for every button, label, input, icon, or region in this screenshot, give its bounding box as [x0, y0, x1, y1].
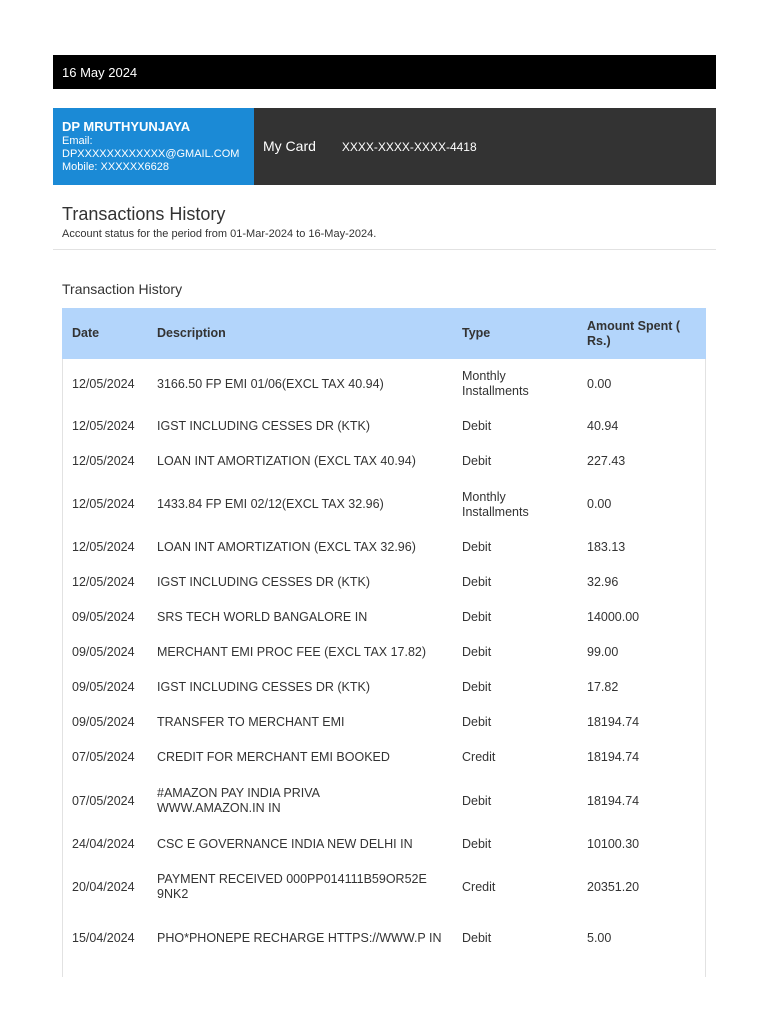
row-description: CSC E GOVERNANCE INDIA NEW DELHI IN	[157, 837, 413, 851]
row-date: 09/05/2024	[72, 680, 135, 694]
account-card-bar	[53, 108, 716, 185]
row-description: SRS TECH WORLD BANGALORE IN	[157, 610, 368, 624]
section-divider	[53, 249, 716, 250]
table-header-row	[62, 308, 706, 359]
table-row	[62, 444, 706, 479]
table-row	[62, 705, 706, 740]
row-description: 3166.50 FP EMI 01/06(EXCL TAX 40.94)	[157, 376, 384, 391]
row-description: LOAN INT AMORTIZATION (EXCL TAX 32.96)	[157, 540, 416, 554]
account-holder-name: DP MRUTHYUNJAYA	[62, 119, 191, 134]
row-amount: 227.43	[587, 454, 626, 468]
table-row	[62, 530, 706, 565]
row-amount: 18194.74	[587, 715, 640, 729]
row-amount: 20351.20	[587, 879, 640, 894]
row-description: IGST INCLUDING CESSES DR (KTK)	[157, 680, 370, 694]
row-date: 20/04/2024	[72, 879, 135, 894]
row-amount: 183.13	[587, 540, 626, 554]
row-date: 07/05/2024	[72, 750, 135, 764]
table-row	[62, 912, 706, 964]
row-type: Monthly Installments	[462, 369, 529, 398]
transactions-table	[62, 308, 706, 964]
row-date: 24/04/2024	[72, 837, 135, 851]
row-amount: 0.00	[587, 497, 612, 511]
account-mobile: Mobile: XXXXXX6628	[62, 161, 170, 173]
row-date: 12/05/2024	[72, 540, 135, 554]
header-type: Type	[462, 326, 491, 340]
table-row	[62, 862, 706, 912]
row-date: 12/05/2024	[72, 497, 135, 511]
row-description: CREDIT FOR MERCHANT EMI BOOKED	[157, 750, 390, 764]
header-description: Description	[157, 326, 226, 340]
row-amount: 10100.30	[587, 837, 640, 851]
row-description: IGST INCLUDING CESSES DR (KTK)	[157, 419, 370, 433]
account-holder-box	[53, 108, 254, 185]
row-type: Debit	[462, 575, 492, 589]
row-date: 09/05/2024	[72, 715, 135, 729]
table-row	[62, 359, 706, 409]
email-label: Email:	[62, 135, 93, 147]
table-row	[62, 479, 706, 530]
row-description: TRANSFER TO MERCHANT EMI	[157, 715, 345, 729]
row-type: Credit	[462, 879, 496, 894]
row-type: Debit	[462, 680, 492, 694]
statement-date: 16 May 2024	[62, 64, 138, 80]
row-description: IGST INCLUDING CESSES DR (KTK)	[157, 575, 370, 589]
card-number: XXXX-XXXX-XXXX-4418	[341, 140, 477, 154]
row-type: Credit	[462, 750, 496, 764]
row-type: Debit	[462, 930, 492, 945]
table-row	[62, 565, 706, 600]
row-date: 15/04/2024	[72, 930, 135, 945]
row-description: PHO*PHONEPE RECHARGE HTTPS://WWW.P IN	[157, 930, 442, 945]
row-amount: 18194.74	[587, 750, 640, 764]
table-row	[62, 635, 706, 670]
row-amount: 14000.00	[587, 610, 640, 624]
row-amount: 5.00	[587, 930, 612, 945]
row-amount: 17.82	[587, 680, 619, 694]
row-date: 12/05/2024	[72, 454, 135, 468]
table-row	[62, 827, 706, 862]
table-row	[62, 600, 706, 635]
row-description: LOAN INT AMORTIZATION (EXCL TAX 40.94)	[157, 454, 416, 468]
row-date: 09/05/2024	[72, 645, 135, 659]
row-type: Debit	[462, 793, 492, 808]
table-row	[62, 670, 706, 705]
row-type: Debit	[462, 610, 492, 624]
table-row	[62, 409, 706, 444]
row-type: Debit	[462, 540, 492, 554]
row-description: 1433.84 FP EMI 02/12(EXCL TAX 32.96)	[157, 497, 384, 511]
row-amount: 0.00	[587, 376, 612, 391]
row-date: 12/05/2024	[72, 575, 135, 589]
account-email: DPXXXXXXXXXXXX@GMAIL.COM	[62, 148, 240, 160]
table-row	[62, 740, 706, 775]
row-description: MERCHANT EMI PROC FEE (EXCL TAX 17.82)	[157, 645, 427, 659]
header-date: Date	[72, 326, 100, 340]
row-description: #AMAZON PAY INDIA PRIVA WWW.AMAZON.IN IN	[157, 786, 320, 815]
row-type: Debit	[462, 454, 492, 468]
table-row	[62, 775, 706, 827]
row-type: Debit	[462, 837, 492, 851]
page-subtitle: Account status for the period from 01-Mar-2024 to 16-May-2024.	[62, 228, 377, 240]
row-date: 09/05/2024	[72, 610, 135, 624]
row-date: 07/05/2024	[72, 793, 135, 808]
page-title: Transactions History	[62, 204, 226, 224]
row-date: 12/05/2024	[72, 376, 135, 391]
row-amount: 99.00	[587, 645, 619, 659]
header-amount: Amount Spent ( Rs.)	[587, 318, 681, 348]
section-title: Transaction History	[62, 281, 183, 297]
row-amount: 32.96	[587, 575, 619, 589]
row-type: Debit	[462, 645, 492, 659]
row-amount: 18194.74	[587, 793, 640, 808]
row-date: 12/05/2024	[72, 419, 135, 433]
row-type: Monthly Installments	[462, 489, 529, 519]
row-amount: 40.94	[587, 419, 619, 433]
row-type: Debit	[462, 715, 492, 729]
statement-date-bar	[53, 55, 716, 89]
card-label: My Card	[263, 138, 316, 154]
row-description: PAYMENT RECEIVED 000PP014111B59OR52E9NK2	[157, 872, 427, 901]
row-type: Debit	[462, 419, 492, 433]
